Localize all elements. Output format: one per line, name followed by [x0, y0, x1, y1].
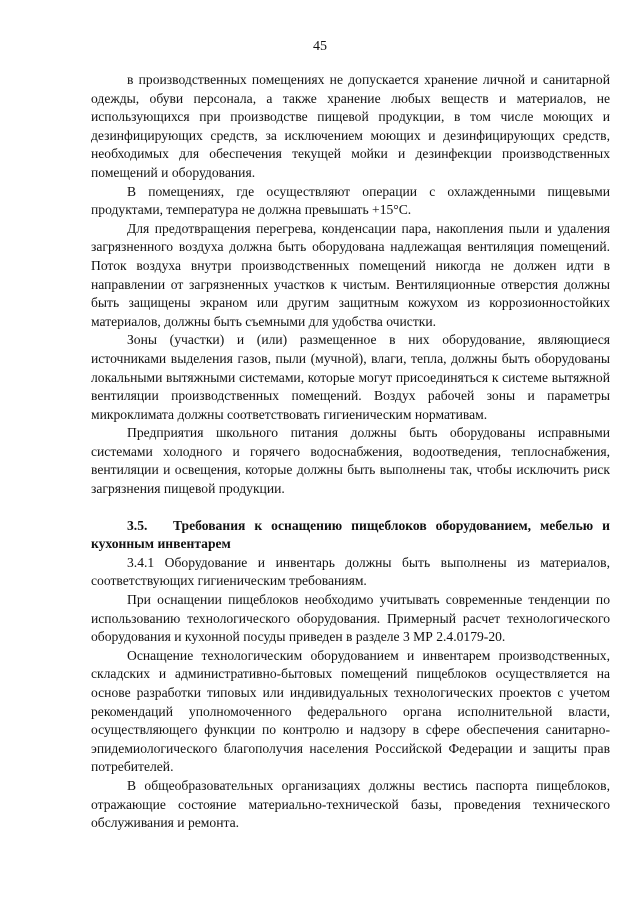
- page-number: 45: [313, 39, 327, 54]
- paragraph-equipment-projects: Оснащение технологическим оборудованием и инвентарем производственных, складских и административно-бытовых помещений пищеблоков осуществляется на основе разработки типовых или индивидуальных технологических проектов с учетом рекомендаций уполномоченного федерального органа исполнительной власти, осуществляющего функции по контролю и надзору в сфере обеспечения санитарно-эпидемиологического благополучия населения Российской Федерации и защиты прав потребителей.: [91, 647, 610, 775]
- paragraph-materials: 3.4.1 Оборудование и инвентарь должны быть выполнены из материалов, соответствующих гигиеническим требованиям.: [91, 554, 610, 589]
- paragraph-passports: В общеобразовательных организациях должны вестись паспорта пищеблоков, отражающие состояние материально-технической базы, проведения технического обслуживания и ремонта.: [91, 777, 610, 831]
- paragraph-utilities: Предприятия школьного питания должны быть оборудованы исправными системами холодного и горячего водоснабжения, водоотведения, теплоснабжения, вентиляции и освещения, которые должны быть выполнены так, чтобы исключить риск загрязнения пищевой продукции.: [91, 425, 610, 497]
- paragraph-modern-trends: При оснащении пищеблоков необходимо учитывать современные тенденции по использованию технологического оборудования. Примерный расчет технологического оборудования и кухонной посуды приведен в разделе 3 МР 2.4.0179-20.: [91, 592, 610, 645]
- page-body: [91, 71, 610, 833]
- paragraph-ventilation: Для предотвращения перегрева, конденсации пара, накопления пыли и удаления загрязненного воздуха должна быть оборудована надлежащая вентиляция помещений. Поток воздуха внутри производственных помещений никогда не должен идти в направлении от загрязненных участков к чистым. Вентиляционные отверстия должны быть защищены экраном или другим защитным кожухом из коррозионностойких материалов, должны быть съемными для удобства очистки.: [91, 220, 610, 329]
- section-heading: [91, 517, 610, 554]
- section-number: 3.5.: [127, 517, 148, 533]
- paragraph-storage-restrictions: в производственных помещениях не допускается хранение личной и санитарной одежды, обуви персонала, а также хранение любых веществ и материалов, не использующихся при производстве пищевой продукции, в том числе моющих и дезинфицирующих средств, за исключением моющих и дезинфицирующих средств, необходимых для обеспечения текущей мойки и дезинфекции производственных помещений и оборудования.: [91, 72, 610, 180]
- section-title: Требования к оснащению пищеблоков оборудованием, мебелью и кухонным инвентарем: [91, 517, 610, 552]
- paragraph-temperature: В помещениях, где осуществляют операции с охлажденными пищевыми продуктами, температура не должна превышать +15°С.: [91, 183, 610, 218]
- paragraph-local-exhaust: Зоны (участки) и (или) размещенное в них оборудование, являющиеся источниками выделения газов, пыли (мучной), влаги, тепла, должны быть оборудованы локальными вытяжными системами, которые могут присоединяться к системе вытяжной вентиляции производственных помещений. Воздух рабочей зоны и параметры микроклимата должны соответствовать гигиеническим нормативам.: [91, 332, 610, 422]
